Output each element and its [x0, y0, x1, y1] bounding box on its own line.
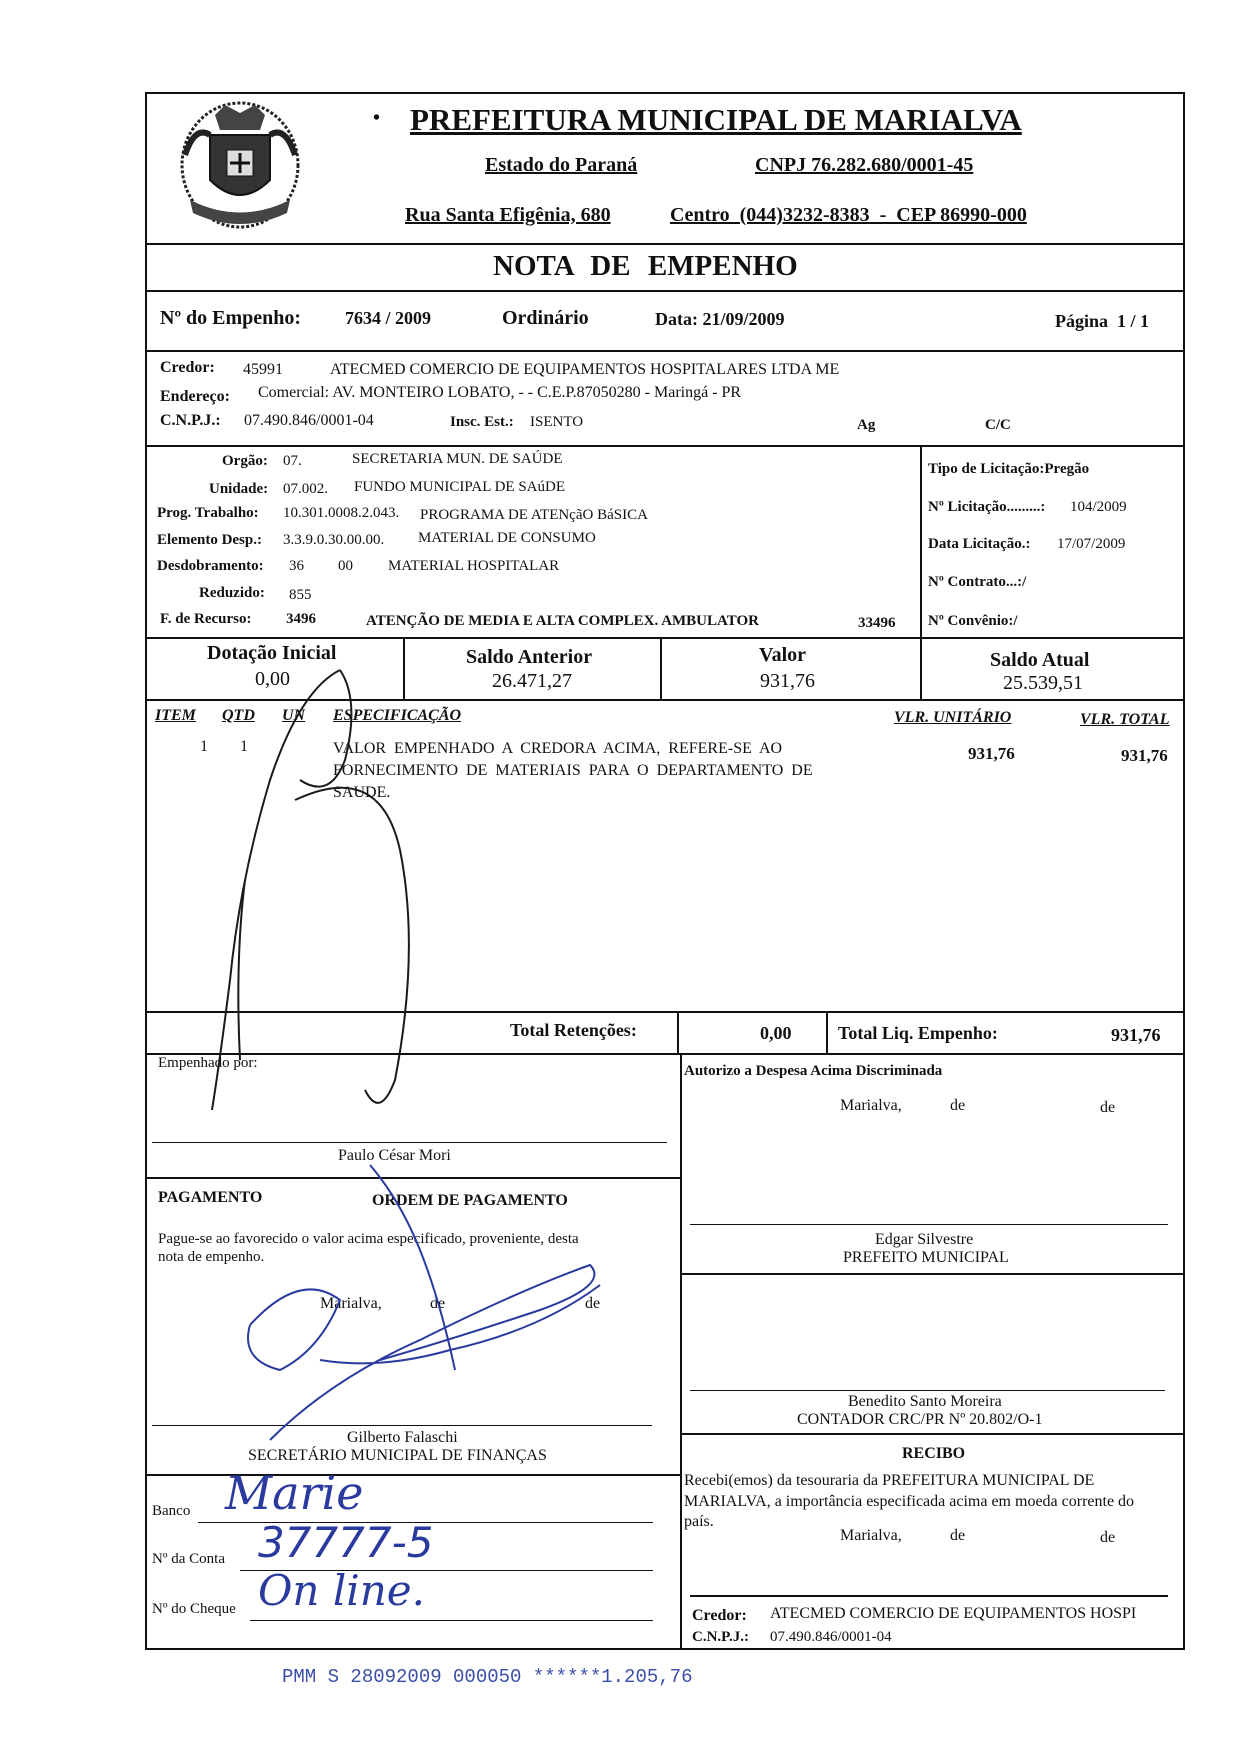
recibo-texto-line2: MARIALVA, a importância especificada acima em moeda corrente do [684, 1493, 1135, 1510]
coat-of-arms-icon [175, 95, 305, 235]
total-retencoes-label: Total Retenções: [510, 1020, 637, 1040]
row-vlr-total: 931,76 [1121, 746, 1168, 765]
orgao-desc: SECRETARIA MUN. DE SAÚDE [352, 451, 563, 467]
endereco-label: Endereço: [160, 388, 230, 405]
header-cnpj: CNPJ 76.282.680/0001-45 [755, 154, 974, 176]
saldo-anterior-value: 26.471,27 [492, 670, 572, 692]
elem-desc: MATERIAL DE CONSUMO [418, 530, 596, 546]
bullet-mark: • [373, 107, 381, 129]
divider [920, 637, 922, 699]
conta-handwritten: 37777-5 [258, 1518, 434, 1567]
divider [145, 699, 1185, 701]
row-espec-line2: FORNECIMENTO DE MATERIAIS PARA O DEPARTAMENTO DE [333, 762, 813, 779]
reduzido-label: Reduzido: [199, 585, 265, 601]
elem-code: 3.3.9.0.30.00.00. [283, 532, 385, 548]
divider [145, 1177, 681, 1179]
autorizo-de2: de [1100, 1099, 1116, 1116]
ordem-pagamento-label: ORDEM DE PAGAMENTO [372, 1192, 568, 1209]
empenho-number-label: Nº do Empenho: [160, 307, 302, 329]
desdob-a: 36 [289, 558, 304, 574]
divider [660, 637, 662, 699]
recibo-cidade: Marialva, [840, 1527, 902, 1544]
cc-label: C/C [985, 417, 1011, 433]
dotacao-inicial-value: 0,00 [255, 668, 290, 690]
fonte-label: F. de Recurso: [160, 611, 252, 627]
prog-label: Prog. Trabalho: [157, 505, 259, 521]
recibo-credor-label: Credor: [692, 1607, 747, 1624]
credor-address: Comercial: AV. MONTEIRO LOBATO, - - C.E.P.87050280 - Maringá - PR [258, 384, 742, 401]
licitacao-num-label: Nº Licitação.........: [928, 499, 1046, 515]
row-vlr-unitario: 931,76 [968, 744, 1015, 763]
cnpj-label: C.N.P.J.: [160, 412, 221, 429]
header-fone-cep: Centro (044)3232-8383 - CEP 86990-000 [670, 204, 1027, 226]
pagamento-texto-line2: nota de empenho. [158, 1249, 265, 1265]
divider [680, 1433, 1185, 1435]
pagamento-de1: de [430, 1295, 446, 1312]
secretario-cargo: SECRETÁRIO MUNICIPAL DE FINANÇAS [248, 1447, 547, 1464]
credor-label: Credor: [160, 359, 215, 376]
recibo-texto-line3: país. [684, 1513, 714, 1530]
saldo-anterior-label: Saldo Anterior [466, 646, 593, 668]
autorizo-label: Autorizo a Despesa Acima Discriminada [684, 1063, 943, 1079]
header-title: PREFEITURA MUNICIPAL DE MARIALVA [410, 102, 1022, 137]
recibo-texto-line1: Recebi(emos) da tesouraria da PREFEITURA MUNICIPAL DE [684, 1472, 1095, 1489]
divider [145, 445, 1185, 447]
prefeito-cargo: PREFEITO MUNICIPAL [843, 1249, 1009, 1266]
saldo-atual-label: Saldo Atual [990, 649, 1090, 671]
signature-line [690, 1390, 1165, 1391]
divider [145, 243, 1185, 245]
prefeito-nome: Edgar Silvestre [875, 1231, 974, 1248]
convenio: Nº Convênio:/ [928, 613, 1018, 629]
fonte-cod: 33496 [858, 615, 896, 631]
desdob-b: 00 [338, 558, 353, 574]
credor-cnpj: 07.490.846/0001-04 [244, 412, 374, 429]
orgao-code: 07. [283, 453, 302, 469]
insc-label: Insc. Est.: [450, 414, 514, 430]
licitacao-tipo: Tipo de Licitação:Pregão [928, 461, 1090, 477]
unidade-code: 07.002. [283, 481, 328, 497]
col-vlr-total: VLR. TOTAL [1080, 711, 1170, 728]
autorizo-de1: de [950, 1097, 966, 1114]
credor-name: ATECMED COMERCIO DE EQUIPAMENTOS HOSPITALARES LTDA ME [330, 361, 840, 378]
recibo-de2: de [1100, 1529, 1116, 1546]
dotacao-inicial-label: Dotação Inicial [207, 642, 337, 664]
empenho-number: 7634 / 2009 [345, 308, 432, 328]
row-item: 1 [200, 738, 208, 755]
divider [680, 1053, 682, 1650]
licitacao-data: 17/07/2009 [1057, 536, 1126, 552]
orgao-label: Orgão: [222, 453, 268, 469]
cheque-handwritten: On line. [258, 1566, 425, 1615]
total-liq-label: Total Liq. Empenho: [838, 1023, 998, 1043]
cheque-label: Nº do Cheque [152, 1601, 236, 1617]
divider [403, 637, 405, 699]
recibo-credor: ATECMED COMERCIO DE EQUIPAMENTOS HOSPI [770, 1605, 1137, 1622]
valor-label: Valor [759, 644, 807, 666]
recibo-cnpj-label: C.N.P.J.: [692, 1629, 749, 1645]
elem-label: Elemento Desp.: [157, 532, 262, 548]
banco-label: Banco [152, 1503, 191, 1519]
divider [145, 290, 1185, 292]
empenho-tipo: Ordinário [502, 307, 589, 329]
ag-label: Ag [857, 417, 876, 433]
field-line [250, 1620, 653, 1621]
col-vlr-unitario: VLR. UNITÁRIO [894, 709, 1012, 726]
col-item: ITEM [155, 707, 196, 724]
prog-desc: PROGRAMA DE ATENçãO BáSICA [420, 507, 648, 523]
col-qtd: QTD [222, 707, 255, 724]
divider [145, 1053, 1185, 1055]
conta-label: Nº da Conta [152, 1551, 225, 1567]
secretario-nome: Gilberto Falaschi [347, 1429, 458, 1446]
signature-line [690, 1595, 1168, 1597]
signature-line [152, 1142, 667, 1143]
saldo-atual-value: 25.539,51 [1003, 672, 1083, 694]
payment-stamp: PMM S 28092009 000050 ******1.205,76 [282, 1666, 693, 1688]
row-qtd: 1 [240, 738, 248, 755]
total-liq-value: 931,76 [1111, 1025, 1161, 1045]
pagamento-texto-line1: Pague-se ao favorecido o valor acima especificado, proveniente, desta [158, 1231, 579, 1247]
divider [826, 1011, 828, 1053]
contrato: Nº Contrato...:/ [928, 574, 1027, 590]
row-espec-line1: VALOR EMPENHADO A CREDORA ACIMA, REFERE-SE AO [333, 740, 783, 757]
recibo-label: RECIBO [902, 1445, 966, 1462]
autorizo-cidade: Marialva, [840, 1097, 902, 1114]
recibo-de1: de [950, 1527, 966, 1544]
pagamento-cidade: Marialva, [320, 1295, 382, 1312]
total-retencoes-value: 0,00 [760, 1023, 792, 1043]
reduzido-value: 855 [289, 587, 312, 603]
valor-value: 931,76 [760, 670, 815, 692]
col-un: UN [282, 707, 306, 724]
desdob-desc: MATERIAL HOSPITALAR [388, 558, 560, 574]
divider [145, 637, 1185, 639]
prog-code: 10.301.0008.2.043. [283, 505, 400, 521]
pagamento-de2: de [585, 1295, 601, 1312]
divider [145, 1011, 1185, 1013]
empenhado-label: Empenhado por: [158, 1055, 258, 1071]
banco-handwritten: Marie [225, 1466, 364, 1520]
recibo-cnpj: 07.490.846/0001-04 [770, 1629, 892, 1645]
divider [680, 1273, 1185, 1275]
empenho-data: Data: 21/09/2009 [655, 309, 785, 329]
divider [677, 1011, 679, 1053]
credor-code: 45991 [243, 361, 283, 378]
signature-line [690, 1224, 1168, 1225]
licitacao-data-label: Data Licitação.: [928, 536, 1031, 552]
insc-value: ISENTO [530, 414, 584, 430]
header-endereco: Rua Santa Efigênia, 680 [405, 204, 611, 226]
doc-title: NOTA DE EMPENHO [493, 250, 798, 282]
contador-cargo: CONTADOR CRC/PR Nº 20.802/O-1 [797, 1411, 1043, 1428]
unidade-label: Unidade: [209, 481, 269, 497]
page-number: Página 1 / 1 [1055, 311, 1150, 331]
col-especificacao: ESPECIFICAÇÃO [333, 707, 462, 724]
licitacao-num: 104/2009 [1070, 499, 1127, 515]
divider [145, 350, 1185, 352]
empenhado-nome: Paulo César Mori [338, 1147, 451, 1164]
fonte-code: 3496 [286, 611, 316, 627]
fonte-desc: ATENÇÃO DE MEDIA E ALTA COMPLEX. AMBULATOR [366, 613, 759, 629]
row-espec-line3: SAUDE. [333, 784, 391, 801]
desdob-label: Desdobramento: [157, 558, 264, 574]
signature-line [152, 1425, 652, 1426]
header-estado: Estado do Paraná [485, 154, 638, 176]
divider [920, 445, 922, 637]
unidade-desc: FUNDO MUNICIPAL DE SAúDE [354, 479, 565, 495]
contador-nome: Benedito Santo Moreira [848, 1393, 1002, 1410]
pagamento-label: PAGAMENTO [158, 1189, 263, 1206]
